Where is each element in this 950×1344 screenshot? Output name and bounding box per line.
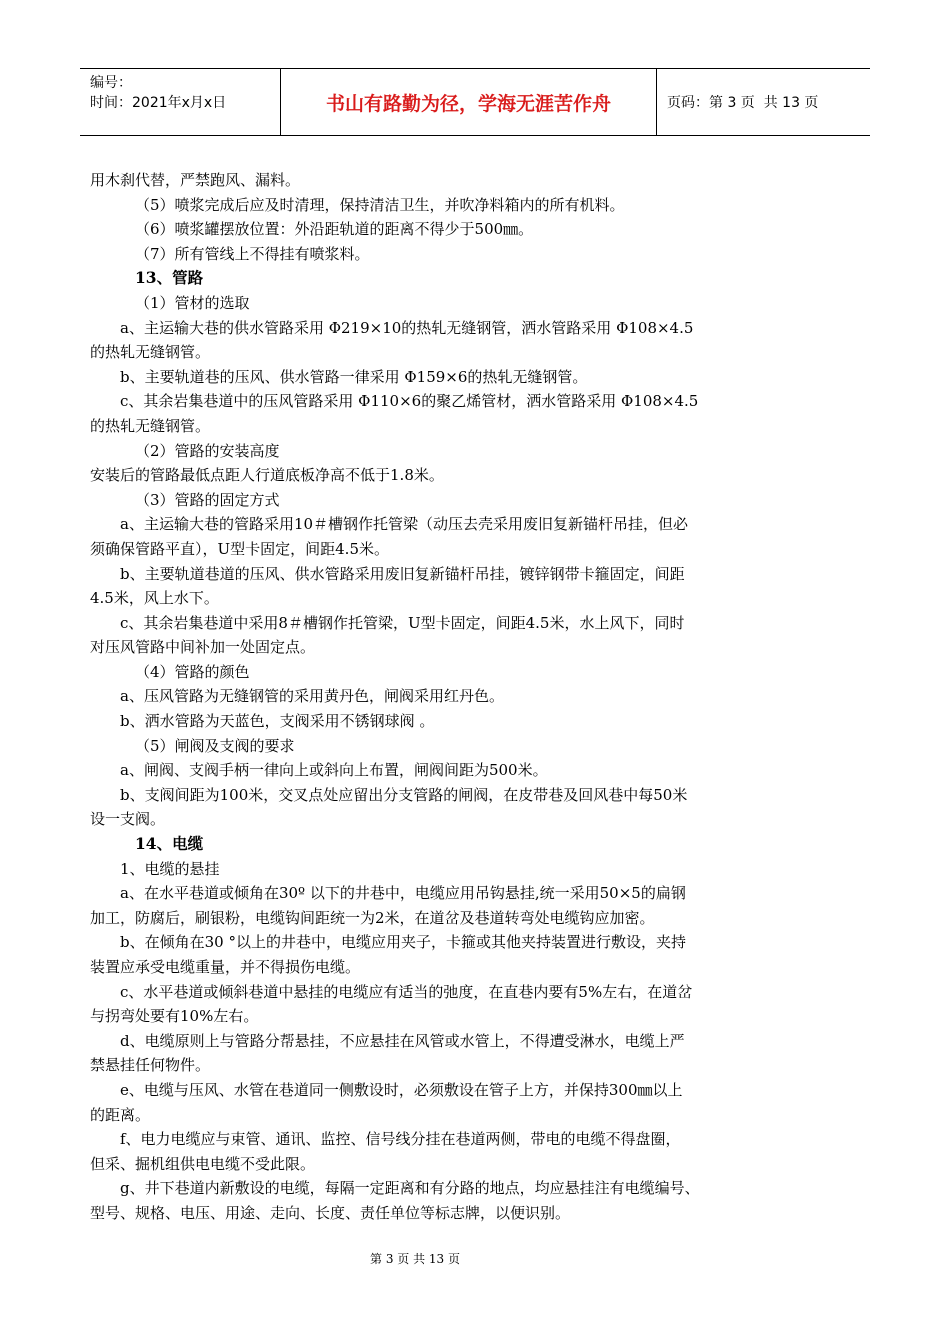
- text-line: 装置应承受电缆重量，并不得损伤电缆。: [90, 958, 361, 976]
- document-body: [90, 168, 865, 1226]
- text-line: 须确保管路平直），U型卡固定，间距4.5米。: [90, 539, 389, 558]
- text-line: 设一支阀。: [90, 810, 166, 829]
- text-line: b、洒水管路为天蓝色，支阀采用不锈钢球阀 。: [120, 712, 435, 731]
- text-line: 禁悬挂任何物件。: [90, 1056, 211, 1075]
- text-line: f、电力电缆应与束管、通讯、监控、信号线分挂在巷道两侧，带电的电缆不得盘圈，: [120, 1130, 681, 1149]
- text-line: a、在水平巷道或倾角在30º 以下的井巷中，电缆应用吊钩悬挂,统一采用50×5的扁钢: [120, 884, 686, 903]
- text-line: （5）喷浆完成后应及时清理，保持清洁卫生，并吹净料箱内的所有机料。: [135, 195, 625, 214]
- text-line: 的热轧无缝钢管。: [90, 416, 211, 435]
- text-line: （3）管路的固定方式: [135, 490, 280, 509]
- header-page-info: [657, 69, 870, 135]
- text-line: 加工，防腐后，刷银粉，电缆钩间距统一为2米，在道岔及巷道转弯处电缆钩应加密。: [90, 908, 655, 927]
- text-line: b、在倾角在30 °以上的井巷中，电缆应用夹子，卡箍或其他夹持装置进行敷设，夹持: [120, 933, 686, 952]
- page-info-text: 页码：第 3 页 共 13 页: [667, 95, 819, 111]
- header-left-cell: [80, 69, 281, 135]
- page-header: [80, 68, 870, 136]
- text-line: 安装后的管路最低点距人行道底板净高不低于1.8米。: [90, 466, 444, 485]
- text-line: 的距离。: [90, 1105, 151, 1124]
- header-motto: 书山有路勤为径，学海无涯苦作舟: [281, 69, 657, 135]
- text-line: a、闸阀、支阀手柄一律向上或斜向上布置，闸阀间距为500米。: [120, 761, 548, 780]
- text-line: a、主运输大巷的管路采用10＃槽钢作托管梁（动压去壳采用废旧复新锚杆吊挂，但必: [120, 515, 689, 534]
- text-line: 但采、掘机组供电电缆不受此限。: [90, 1154, 316, 1173]
- text-line: d、电缆原则上与管路分帮悬挂，不应悬挂在风管或水管上，不得遭受淋水，电缆上严: [120, 1031, 685, 1050]
- text-line: 用木刹代替，严禁跑风、漏料。: [90, 171, 301, 189]
- text-line: 的热轧无缝钢管。: [90, 343, 211, 362]
- section-heading: 14、电缆: [135, 834, 204, 854]
- text-line: 对压风管路中间补加一处固定点。: [90, 638, 316, 657]
- text-line: b、主要轨道巷道的压风、供水管路采用废旧复新锚杆吊挂，镀锌钢带卡箍固定，间距: [120, 564, 685, 583]
- text-line: c、水平巷道或倾斜巷道中悬挂的电缆应有适当的弛度，在直巷内要有5%左右，在道岔: [120, 982, 693, 1001]
- page-footer: [0, 1250, 950, 1267]
- text-line: g、井下巷道内新敷设的电缆，每隔一定距离和有分路的地点，均应悬挂注有电缆编号、: [120, 1179, 700, 1198]
- text-line: e、电缆与压风、水管在巷道同一侧敷设时，必须敷设在管子上方，并保持300㎜以上: [120, 1080, 683, 1099]
- text-line: a、主运输大巷的供水管路采用 Φ219×10的热轧无缝钢管，洒水管路采用 Φ108×4.5: [120, 318, 694, 337]
- text-line: （1）管材的选取: [135, 293, 250, 312]
- serial-label: 编号：: [90, 75, 132, 91]
- text-line: （6）喷浆罐摆放位置：外沿距轨道的距离不得少于500㎜。: [135, 220, 534, 239]
- section-heading: 13、管路: [135, 268, 204, 288]
- text-line: b、支阀间距为100米，交叉点处应留出分支管路的闸阀，在皮带巷及回风巷中每50米: [120, 785, 688, 804]
- date-label: 时间：2021年x月x日: [90, 95, 227, 111]
- footer-page-number: 第 3 页 共 13 页: [370, 1252, 460, 1266]
- text-line: （5）闸阀及支阀的要求: [135, 736, 295, 755]
- text-line: （4）管路的颜色: [135, 662, 250, 681]
- text-line: 1、电缆的悬挂: [120, 859, 220, 878]
- text-line: 型号、规格、电压、用途、走向、长度、责任单位等标志牌，以便识别。: [90, 1203, 571, 1222]
- text-line: 4.5米，风上水下。: [90, 589, 219, 608]
- text-line: a、压风管路为无缝钢管的采用黄丹色，闸阀采用红丹色。: [120, 687, 504, 706]
- text-line: 与拐弯处要有10%左右。: [90, 1007, 259, 1026]
- text-line: c、其余岩集巷道中的压风管路采用 Φ110×6的聚乙烯管材，洒水管路采用 Φ108×4.5: [120, 392, 699, 411]
- text-line: b、主要轨道巷的压风、供水管路一律采用 Φ159×6的热轧无缝钢管。: [120, 367, 588, 386]
- text-line: c、其余岩集巷道中采用8＃槽钢作托管梁，U型卡固定，间距4.5米，水上风下，同时: [120, 613, 685, 632]
- text-line: （2）管路的安装高度: [135, 441, 280, 460]
- text-line: （7）所有管线上不得挂有喷浆料。: [135, 244, 370, 263]
